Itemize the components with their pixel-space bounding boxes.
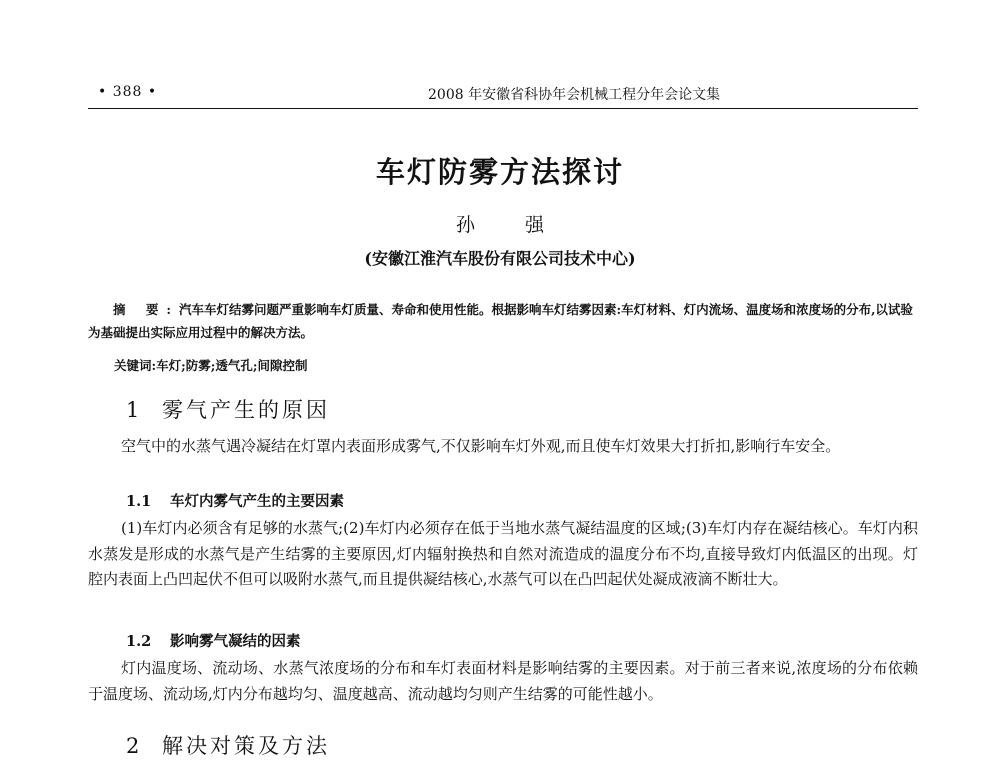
abstract-label: 摘 要: [113, 302, 179, 317]
header-rule [88, 108, 918, 109]
abstract-text: 汽车车灯结雾问题严重影响车灯质量、寿命和使用性能。根据影响车灯结雾因素:车灯材料、灯内流场、温度场和浓度场的分布,以试验为基础提出实际应用过程中的解决方法。 [88, 302, 913, 340]
section-1-1-heading [126, 490, 344, 511]
keywords-text: 车灯;防雾;透气孔;间隙控制 [156, 358, 308, 373]
page-number: • 388 • [98, 84, 158, 100]
section-number: 1.1 [126, 493, 152, 510]
section-1-heading [126, 394, 330, 424]
section-1-1-paragraph: (1)车灯内必须含有足够的水蒸气;(2)车灯内必须存在低于当地水蒸气凝结温度的区域;(3)车灯内存在凝结核心。车灯内积水蒸发是形成的水蒸气是产生结雾的主要原因,灯内辐射换热和自然对流造成的温度分布不均,直接导致灯内低温区的出现。灯腔内表面上凸凹起伏不但可以吸附水蒸气,而且提供凝结核心,水蒸气可以在凸凹起伏处凝成液滴不断壮大。 [88, 519, 918, 588]
running-header [88, 76, 918, 106]
section-title: 车灯内雾气产生的主要因素 [170, 493, 344, 510]
paper-title: 车灯防雾方法探讨 [375, 155, 624, 189]
journal-title: 2008 年安徽省科协年会机械工程分年会论文集 [428, 87, 721, 103]
section-title: 影响雾气凝结的因素 [170, 633, 301, 650]
keywords [114, 356, 914, 374]
section-number: 1.2 [126, 633, 152, 650]
author-name: 孙 强 [455, 214, 567, 236]
author-affiliation: (安徽江淮汽车股份有限公司技术中心) [364, 249, 636, 268]
section-number: 1 [126, 398, 140, 422]
section-title: 雾气产生的原因 [162, 398, 330, 422]
keywords-label: 关键词: [114, 358, 157, 373]
section-1-paragraph: 空气中的水蒸气遇冷凝结在灯罩内表面形成雾气,不仅影响车灯外观,而且使车灯效果大打折扣,影响行车安全。 [121, 437, 841, 455]
section-title: 解决对策及方法 [162, 734, 330, 758]
abstract [88, 298, 918, 344]
section-1-2-paragraph: 灯内温度场、流动场、水蒸气浓度场的分布和车灯表面材料是影响结雾的主要因素。对于前三者来说,浓度场的分布依赖于温度场、流动场,灯内分布越均匀、温度越高、流动越均匀则产生结雾的可能性越小。 [88, 659, 918, 703]
section-number: 2 [126, 734, 140, 758]
section-2-heading [126, 730, 330, 760]
section-1-2-heading [126, 630, 301, 651]
